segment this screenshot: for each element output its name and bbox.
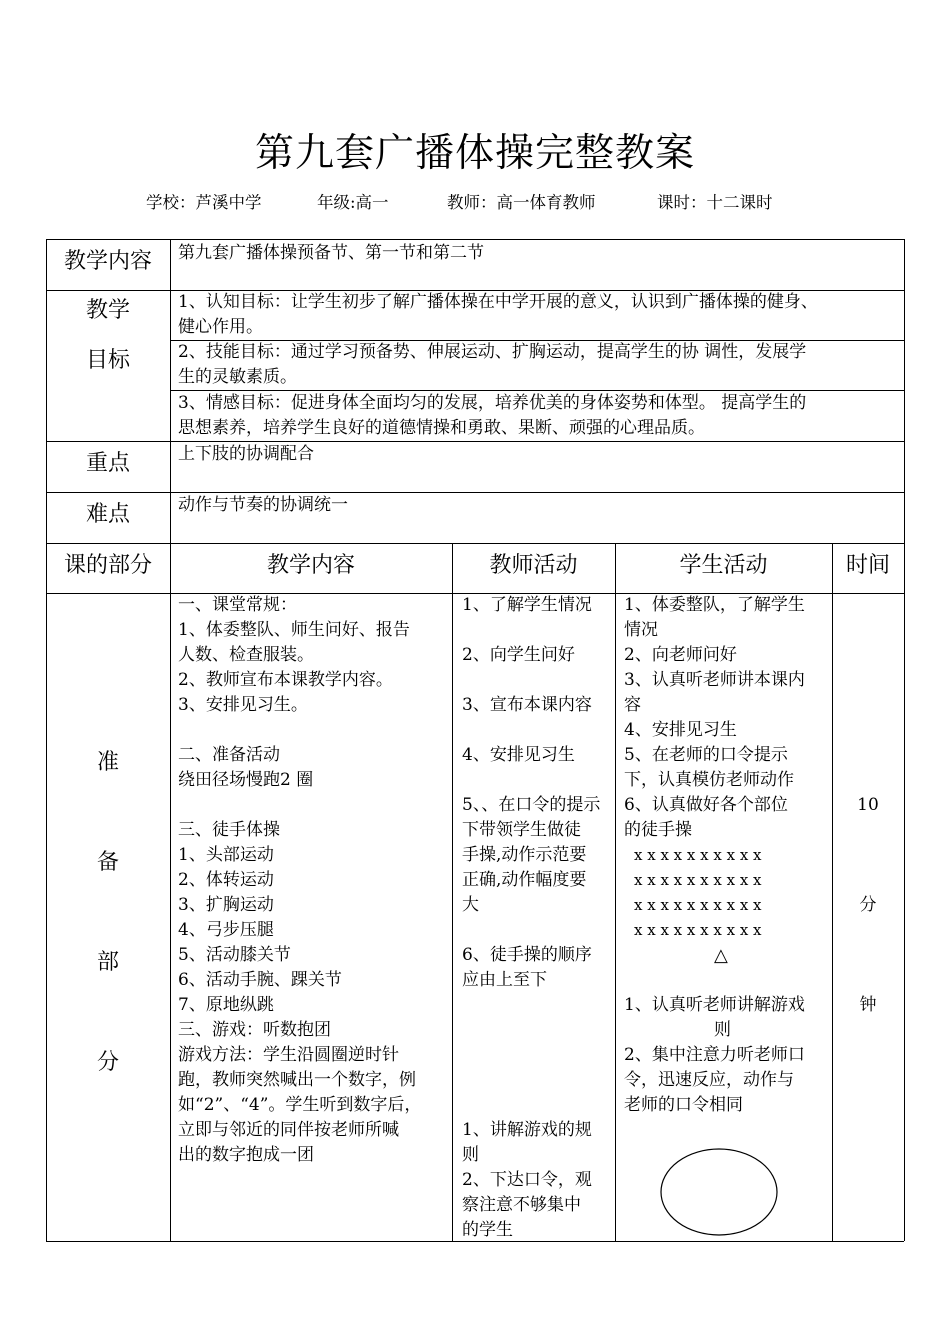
- time-value: 10: [857, 795, 879, 815]
- content-line: 出的数字抱成一团: [178, 1145, 314, 1165]
- teacher-line: 手操,动作示范要: [462, 845, 587, 865]
- content-line: 3、扩胸运动: [178, 895, 274, 915]
- goal-text: 健心作用。: [178, 317, 263, 337]
- goal-text: 2、技能目标：通过学习预备势、伸展运动、扩胸运动，提高学生的协 调性，发展学: [178, 342, 807, 362]
- goal-text: 3、情感目标：促进身体全面均匀的发展，培养优美的身体姿势和体型。 提高学生的: [178, 393, 807, 413]
- content-line: 二、准备活动: [178, 745, 280, 765]
- content-line: 2、体转运动: [178, 870, 274, 890]
- part-char: 准: [96, 750, 119, 775]
- game-circle-diagram: [655, 1145, 785, 1240]
- key-value: 上下肢的协调配合: [178, 444, 314, 464]
- teacher-line: [462, 1068, 600, 1093]
- column-divider: [615, 543, 616, 1241]
- teacher-line: 大: [462, 895, 479, 915]
- student-line: 令，迅速反应，动作与: [624, 1070, 794, 1090]
- goal-cognitive: [178, 290, 818, 340]
- teacher-line: 4、安排见习生: [462, 745, 575, 765]
- column-header-time: 时间: [845, 553, 890, 578]
- teacher-line: 的学生: [462, 1220, 513, 1240]
- teacher-line: [462, 618, 600, 643]
- column-header-student: 学生活动: [679, 553, 768, 578]
- row-divider: [46, 543, 904, 544]
- goals-label-line2: 目标: [85, 348, 130, 373]
- goal-text: 生的灵敏素质。: [178, 367, 297, 387]
- column-header-teacher: 教师活动: [489, 553, 578, 578]
- row-divider: [46, 492, 904, 493]
- teacher-activity-list: [462, 593, 600, 1243]
- part-char: 部: [96, 950, 119, 975]
- page-title: 第九套广播体操完整教案: [254, 131, 695, 176]
- student-line: 2、向老师问好: [624, 645, 737, 665]
- column-header-content: 教学内容: [266, 553, 355, 578]
- content-label: 教学内容: [63, 249, 152, 274]
- content-line: 4、弓步压腿: [178, 920, 274, 940]
- student-line: 的徒手操: [624, 820, 692, 840]
- student-line: 情况: [624, 620, 658, 640]
- teacher-line: [462, 1043, 600, 1068]
- content-line: [178, 793, 421, 818]
- content-line: 3、安排见习生。: [178, 695, 308, 715]
- teacher-line: [462, 718, 600, 743]
- student-line: 1、认真听老师讲解游戏: [624, 995, 805, 1015]
- part-char: 分: [96, 1050, 119, 1075]
- hours-info: 课时：十二课时: [657, 193, 773, 212]
- student-game-list: [624, 993, 805, 1118]
- teacher-line: [462, 993, 600, 1018]
- teacher-line: 2、向学生问好: [462, 645, 575, 665]
- grade-info: 年级:高一: [317, 193, 389, 212]
- student-line: 则: [714, 1020, 731, 1040]
- content-line: 绕田径场慢跑2 圈: [178, 770, 314, 790]
- student-line: 下，认真模仿老师动作: [624, 770, 794, 790]
- goals-label-line1: 教学: [85, 298, 130, 323]
- teacher-line: 察注意不够集中: [462, 1195, 581, 1215]
- school-info: 学校：芦溪中学: [146, 193, 262, 212]
- table-border-right: [904, 239, 905, 1241]
- student-line: 1、体委整队，了解学生: [624, 595, 805, 615]
- row-divider: [46, 441, 904, 442]
- formation-row: x x x x x x x x x x: [634, 871, 762, 889]
- column-divider: [832, 543, 833, 1241]
- student-line: 4、安排见习生: [624, 720, 737, 740]
- student-activity-list: [624, 593, 805, 843]
- teacher-info: 教师：高一体育教师: [447, 193, 596, 212]
- content-line: 2、教师宣布本课教学内容。: [178, 670, 393, 690]
- student-line: 容: [624, 695, 641, 715]
- difficulty-label: 难点: [85, 502, 130, 527]
- time-unit: 分: [859, 895, 877, 915]
- teacher-line: 应由上至下: [462, 970, 547, 990]
- formation-row: x x x x x x x x x x: [634, 921, 762, 939]
- goal-affective: [178, 391, 806, 441]
- column-divider: [452, 543, 453, 1241]
- goal-skill: [178, 340, 806, 390]
- formation-row: x x x x x x x x x x: [634, 896, 762, 914]
- content-line: 1、头部运动: [178, 845, 274, 865]
- teacher-line: 1、了解学生情况: [462, 595, 592, 615]
- content-line: [178, 718, 421, 743]
- content-line: 如“2”、“4”。学生听到数字后，: [178, 1095, 422, 1115]
- teacher-line: [462, 668, 600, 693]
- content-line: 1、体委整队、师生问好、报告: [178, 620, 410, 640]
- table-border-top: [46, 239, 904, 240]
- student-line: 3、认真听老师讲本课内: [624, 670, 805, 690]
- content-line: 立即与邻近的同伴按老师所喊: [178, 1120, 399, 1140]
- time-unit: 钟: [859, 995, 877, 1015]
- teacher-line: [462, 1093, 600, 1118]
- goal-text: 1、认知目标：让学生初步了解广播体操在中学开展的意义，认识到广播体操的健身、: [178, 292, 818, 312]
- content-line: 三、徒手体操: [178, 820, 280, 840]
- student-formation: [634, 843, 762, 943]
- teacher-line: [462, 1018, 600, 1043]
- content-line: 6、活动手腕、踝关节: [178, 970, 342, 990]
- teacher-position-marker: △: [714, 945, 728, 966]
- student-line: 2、集中注意力听老师口: [624, 1045, 805, 1065]
- part-char: 备: [96, 850, 119, 875]
- teacher-line: [462, 768, 600, 793]
- column-header-part: 课的部分: [63, 553, 152, 578]
- teacher-line: [462, 918, 600, 943]
- teacher-line: 2、下达口令，观: [462, 1170, 592, 1190]
- teacher-line: 1、讲解游戏的规: [462, 1120, 592, 1140]
- formation-row: x x x x x x x x x x: [634, 846, 762, 864]
- student-line: 老师的口令相同: [624, 1095, 743, 1115]
- student-line: 6、认真做好各个部位: [624, 795, 788, 815]
- table-border-left: [46, 239, 47, 1241]
- teacher-line: 6、徒手操的顺序: [462, 945, 592, 965]
- content-line: 三、游戏：听数抱团: [178, 1020, 331, 1040]
- teacher-line: 则: [462, 1145, 479, 1165]
- goal-text: 思想素养，培养学生良好的道德情操和勇敢、果断、顽强的心理品质。: [178, 418, 705, 438]
- content-list: [178, 593, 421, 1168]
- teacher-line: 5、、在口令的提示: [462, 795, 601, 815]
- content-line: 游戏方法：学生沿圆圈逆时针: [178, 1045, 399, 1065]
- content-line: 一、课堂常规：: [178, 595, 297, 615]
- difficulty-value: 动作与节奏的协调统一: [178, 495, 348, 515]
- teacher-line: 下带领学生做徒: [462, 820, 581, 840]
- content-line: 7、原地纵跳: [178, 995, 274, 1015]
- teacher-line: 正确,动作幅度要: [462, 870, 587, 890]
- content-line: 人数、检查服装。: [178, 645, 314, 665]
- column-divider: [170, 239, 171, 1241]
- content-line: 5、活动膝关节: [178, 945, 291, 965]
- content-line: 跑，教师突然喊出一个数字，例: [178, 1070, 416, 1090]
- key-label: 重点: [85, 451, 130, 476]
- teacher-line: 3、宣布本课内容: [462, 695, 592, 715]
- student-line: 5、在老师的口令提示: [624, 745, 788, 765]
- content-value: 第九套广播体操预备节、第一节和第二节: [178, 243, 484, 263]
- game-circle: [661, 1149, 777, 1235]
